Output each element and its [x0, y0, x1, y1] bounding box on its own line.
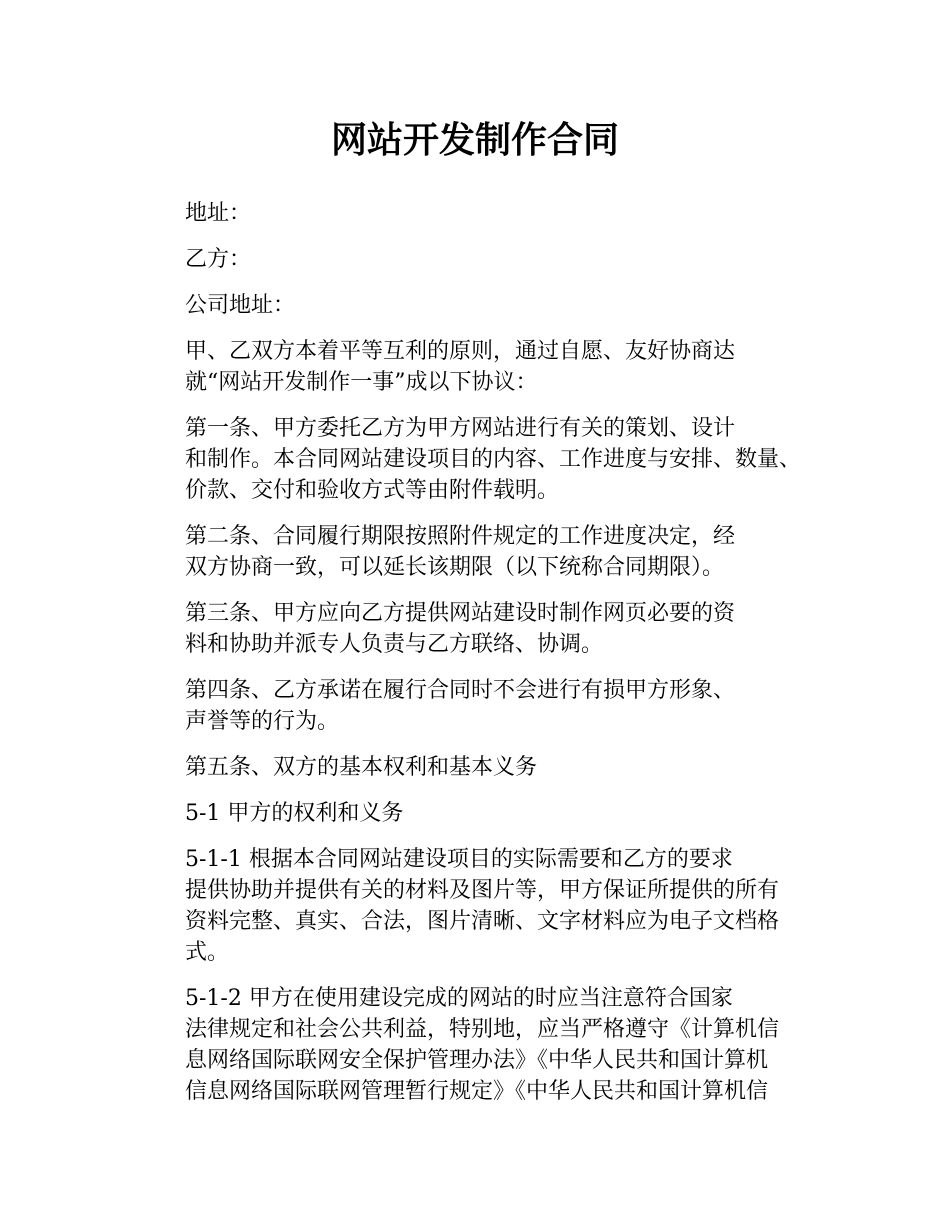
paragraph-line: 双方协商一致，可以延长该期限（以下统称合同期限）。	[185, 555, 725, 580]
paragraph-line: 和制作。本合同网站建设项目的内容、工作进度与安排、数量、	[185, 447, 802, 472]
paragraph-line: 第二条、合同履行期限按照附件规定的工作进度决定，经	[185, 524, 736, 549]
paragraph-preamble	[141, 336, 821, 398]
paragraph-article-3	[141, 598, 821, 660]
paragraph-article-5	[141, 752, 821, 783]
paragraph-article-2	[141, 521, 821, 583]
paragraph-article-4	[141, 675, 821, 737]
paragraph-company-address	[141, 290, 821, 321]
document-title: 网站开发制作合同	[330, 120, 619, 161]
paragraph-line: 第一条、甲方委托乙方为甲方网站进行有关的策划、设计	[185, 416, 736, 441]
paragraph-line: 料和协助并派专人负责与乙方联络、协调。	[185, 632, 604, 657]
paragraph-line: 第五条、双方的基本权利和基本义务	[185, 755, 538, 780]
paragraph-line: 法律规定和社会公共利益，特别地，应当严格遵守《计算机信	[185, 1017, 780, 1042]
paragraph-line: 资料完整、真实、合法，图片清晰、文字材料应为电子文档格	[185, 909, 780, 934]
paragraph-line: 信息网络国际联网管理暂行规定》《中华人民共和国计算机信	[185, 1079, 769, 1104]
paragraph-line: 5-1 甲方的权利和义务	[185, 801, 404, 826]
paragraph-clause-5-1-2	[141, 983, 821, 1107]
paragraph-line: 乙方：	[185, 247, 252, 272]
document-body	[141, 198, 821, 1122]
paragraph-line: 甲、乙双方本着平等互利的原则，通过自愿、友好协商达	[185, 339, 736, 364]
paragraph-address	[141, 198, 821, 229]
paragraph-line: 第三条、甲方应向乙方提供网站建设时制作网页必要的资	[185, 601, 736, 626]
paragraph-party-b	[141, 244, 821, 275]
paragraph-line: 声誉等的行为。	[185, 709, 340, 734]
paragraph-line: 就“网站开发制作一事”成以下协议：	[185, 370, 538, 395]
paragraph-line: 式。	[185, 940, 230, 965]
paragraph-line: 价款、交付和验收方式等由附件载明。	[185, 478, 560, 503]
paragraph-line: 5-1-2 甲方在使用建设完成的网站的时应当注意符合国家	[185, 986, 733, 1011]
paragraph-article-1	[141, 413, 821, 506]
paragraph-line: 第四条、乙方承诺在履行合同时不会进行有损甲方形象、	[185, 678, 736, 703]
paragraph-line: 息网络国际联网安全保护管理办法》《中华人民共和国计算机	[185, 1048, 769, 1073]
paragraph-section-5-1	[141, 798, 821, 829]
paragraph-line: 5-1-1 根据本合同网站建设项目的实际需要和乙方的要求	[185, 847, 733, 872]
paragraph-line: 地址：	[185, 201, 252, 226]
paragraph-clause-5-1-1	[141, 844, 821, 968]
paragraph-line: 提供协助并提供有关的材料及图片等，甲方保证所提供的所有	[185, 878, 780, 903]
paragraph-line: 公司地址：	[185, 293, 296, 318]
